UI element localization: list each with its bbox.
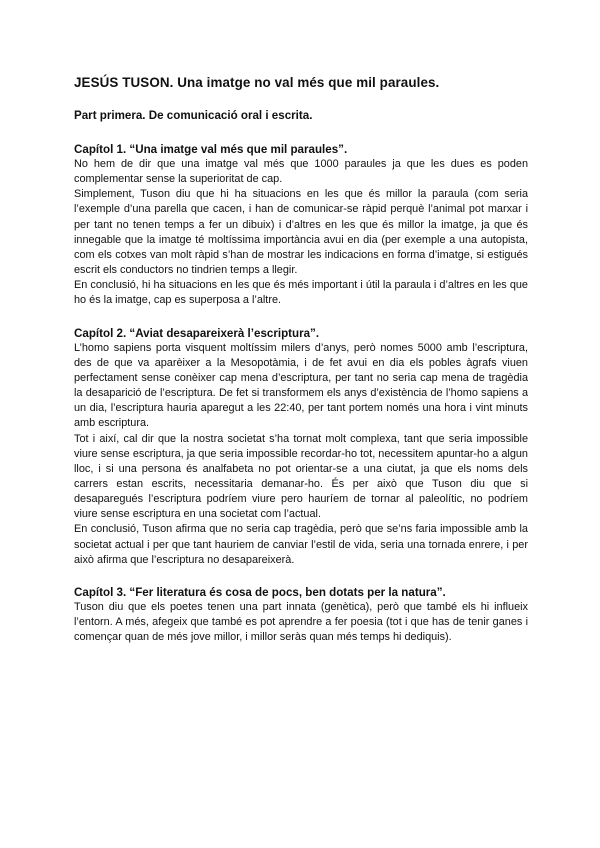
chapter-paragraph: En conclusió, hi ha situacions en les que és més important i útil la paraula i d’altres en les que ho és la imatge, cap es superposa a l’altre. [74,279,528,307]
chapter-paragraph: Tuson diu que els poetes tenen una part innata (genètica), però que també els hi influeix l’entorn. A més, afegeix que també es pot aprendre a fer poesia (tot i que has de tenir ganes i començar quan de més jove millor, i millor seràs quan més temps hi dediquis). [74,600,528,644]
chapter-paragraph: En conclusió, Tuson afirma que no seria cap tragèdia, però que se’ns faria impossible amb la societat actual i per que tant hauriem de canviar l’estil de vida, seria una tornada enrere, i per això afirma que l’escriptura no desapareixerà. [74,523,528,566]
chapter-heading: Capítol 1. “Una imatge val més que mil paraules”. [74,143,348,156]
chapter-3 [74,585,528,645]
chapter-heading: Capítol 2. “Aviat desapareixerà l’escriptura”. [74,326,320,340]
chapter-paragraph: Tot i així, cal dir que la nostra societat s’ha tornat molt complexa, tant que seria impossible viure sense escriptura, ja que seria impossible recordar-ho tot, necessitem apuntar-ho a algun lloc, i si una persona és analfabeta no pot orientar-se a una ciutat, ja que els noms dels carrers estan escrits, necessitaria demanar-ho. És per això que Tuson diu que si desaparegués l’escriptura podríem viure pero hauríem de tornar al paleolític, no podríem viure sense escriptura en una societat com l’actual. [74,432,528,521]
part-heading: Part primera. De comunicació oral i escrita. [74,109,313,122]
chapter-paragraph: L’homo sapiens porta visquent moltíssim milers d’anys, però nomes 5000 amb l’escriptura, des de que va aparèixer a la Mesopotàmia, i de fet avui en dia els pobles àgrafs viuen perfectament sense conèixer cap mena d’escriptura, per tant no seria cap mena de tragèdia la desaparició de l’escriptura. De fet si transformem els anys d’existència de l’homo sapiens a un dia, l’escriptura hauria aparegut a les 22:40, per tant portem només una hora i vint minuts amb escriptura. [74,341,528,430]
chapter-heading: Capítol 3. “Fer literatura és cosa de pocs, ben dotats per la natura”. [74,585,446,599]
chapter-1 [74,142,528,309]
chapter-paragraph: Simplement, Tuson diu que hi ha situacions en les que és millor la paraula (com seria l’exemple d’una parella que cacen, i han de comunicar-se ràpid perquè l’animal pot marxar i per tant no tenen temps a fer un dibuix) i d’altres en les que és millor la imatge, ja que és innegable que la imatge té moltíssima importància avui en dia (per exemple a una autopista, com els cotxes van molt ràpid s’han de mostrar les indicacions en forma d’imatge, si estigués escrit els conductors no tindrien temps a llegir. [74,188,528,277]
chapter-paragraph: No hem de dir que una imatge val més que 1000 paraules ja que les dues es poden complementar sense la superioritat de cap. [74,158,528,186]
document-title: JESÚS TUSON. Una imatge no val més que mil paraules. [74,75,440,90]
chapter-2 [74,326,528,568]
document-page [74,66,528,645]
